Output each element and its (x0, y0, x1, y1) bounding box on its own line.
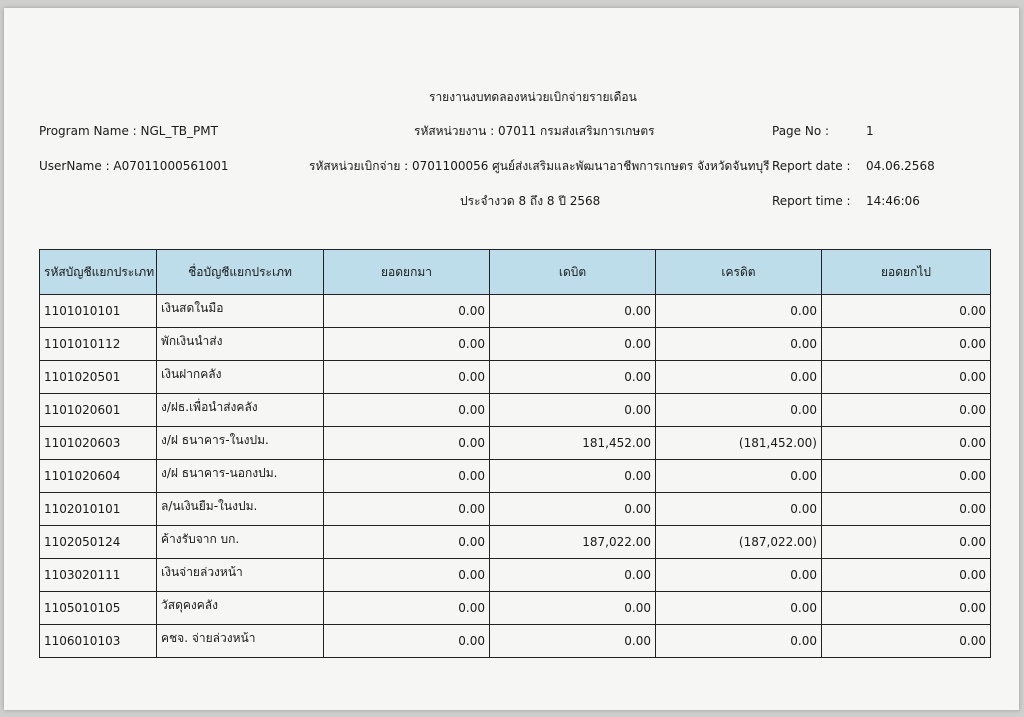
report-time-value: 14:46:06 (866, 194, 920, 208)
debit: 187,022.00 (490, 526, 656, 559)
credit: (187,022.00) (656, 526, 822, 559)
header-closing-balance: ยอดยกไป (822, 250, 991, 295)
table-row (40, 493, 991, 526)
opening-balance: 0.00 (324, 361, 490, 394)
table-row (40, 625, 991, 658)
table-row (40, 394, 991, 427)
disbursing-unit: รหัสหน่วยเบิกจ่าย : 0701100056 ศูนย์ส่งเสริมและพัฒนาอาชีพการเกษตร จังหวัดจันทบุรี (309, 159, 770, 173)
table-row (40, 526, 991, 559)
account-code: 1101020501 (40, 361, 157, 394)
credit: 0.00 (656, 625, 822, 658)
opening-balance: 0.00 (324, 592, 490, 625)
account-name: ล/นเงินยืม-ในงปม. (157, 493, 324, 526)
account-code: 1101020604 (40, 460, 157, 493)
debit: 181,452.00 (490, 427, 656, 460)
opening-balance: 0.00 (324, 493, 490, 526)
opening-balance: 0.00 (324, 460, 490, 493)
credit: 0.00 (656, 295, 822, 328)
report-date-value: 04.06.2568 (866, 159, 935, 173)
table-row (40, 328, 991, 361)
report-title: รายงานงบทดลองหน่วยเบิกจ่ายรายเดือน (429, 90, 637, 104)
report-date-label: Report date : (772, 159, 851, 173)
account-code: 1105010105 (40, 592, 157, 625)
table-row (40, 427, 991, 460)
account-name: ค้างรับจาก บก. (157, 526, 324, 559)
report-time-label: Report time : (772, 194, 851, 208)
closing-balance: 0.00 (822, 625, 991, 658)
account-name: พักเงินนำส่ง (157, 328, 324, 361)
page-no-label: Page No : (772, 124, 830, 138)
opening-balance: 0.00 (324, 559, 490, 592)
credit: 0.00 (656, 361, 822, 394)
account-name: ง/ฝธ.เพื่อนำส่งคลัง (157, 394, 324, 427)
account-name: วัสดุคงคลัง (157, 592, 324, 625)
opening-balance: 0.00 (324, 328, 490, 361)
table-row (40, 460, 991, 493)
account-code: 1106010103 (40, 625, 157, 658)
account-code: 1101010112 (40, 328, 157, 361)
closing-balance: 0.00 (822, 493, 991, 526)
closing-balance: 0.00 (822, 559, 991, 592)
debit: 0.00 (490, 394, 656, 427)
report-period: ประจำงวด 8 ถึง 8 ปี 2568 (460, 194, 601, 208)
header-account-code: รหัสบัญชีแยกประเภท (40, 250, 157, 295)
debit: 0.00 (490, 592, 656, 625)
opening-balance: 0.00 (324, 625, 490, 658)
debit: 0.00 (490, 295, 656, 328)
header-credit: เครดิต (656, 250, 822, 295)
debit: 0.00 (490, 493, 656, 526)
credit: 0.00 (656, 394, 822, 427)
opening-balance: 0.00 (324, 427, 490, 460)
debit: 0.00 (490, 361, 656, 394)
debit: 0.00 (490, 328, 656, 361)
account-code: 1101020601 (40, 394, 157, 427)
debit: 0.00 (490, 559, 656, 592)
account-code: 1102050124 (40, 526, 157, 559)
debit: 0.00 (490, 460, 656, 493)
agency-code: รหัสหน่วยงาน : 07011 กรมส่งเสริมการเกษตร (414, 124, 655, 138)
credit: 0.00 (656, 460, 822, 493)
header-debit: เดบิต (490, 250, 656, 295)
closing-balance: 0.00 (822, 361, 991, 394)
closing-balance: 0.00 (822, 295, 991, 328)
user-name: UserName : A07011000561001 (39, 159, 229, 173)
closing-balance: 0.00 (822, 460, 991, 493)
credit: 0.00 (656, 559, 822, 592)
account-code: 1101020603 (40, 427, 157, 460)
credit: (181,452.00) (656, 427, 822, 460)
table-row (40, 295, 991, 328)
header-opening-balance: ยอดยกมา (324, 250, 490, 295)
account-name: ง/ฝ ธนาคาร-นอกงปม. (157, 460, 324, 493)
table-row (40, 361, 991, 394)
account-code: 1101010101 (40, 295, 157, 328)
account-name: ง/ฝ ธนาคาร-ในงปม. (157, 427, 324, 460)
credit: 0.00 (656, 493, 822, 526)
program-name: Program Name : NGL_TB_PMT (39, 124, 218, 138)
account-code: 1102010101 (40, 493, 157, 526)
closing-balance: 0.00 (822, 394, 991, 427)
opening-balance: 0.00 (324, 295, 490, 328)
account-name: เงินจ่ายล่วงหน้า (157, 559, 324, 592)
closing-balance: 0.00 (822, 328, 991, 361)
account-name: เงินสดในมือ (157, 295, 324, 328)
account-name: เงินฝากคลัง (157, 361, 324, 394)
opening-balance: 0.00 (324, 394, 490, 427)
closing-balance: 0.00 (822, 592, 991, 625)
table-header-row (40, 250, 991, 295)
table-row (40, 559, 991, 592)
debit: 0.00 (490, 625, 656, 658)
account-code: 1103020111 (40, 559, 157, 592)
header-account-name: ชื่อบัญชีแยกประเภท (157, 250, 324, 295)
opening-balance: 0.00 (324, 526, 490, 559)
page-no-value: 1 (866, 124, 874, 138)
closing-balance: 0.00 (822, 427, 991, 460)
credit: 0.00 (656, 592, 822, 625)
table-row (40, 592, 991, 625)
trial-balance-table (39, 249, 991, 658)
account-name: คชจ. จ่ายล่วงหน้า (157, 625, 324, 658)
report-sheet (4, 8, 1019, 710)
credit: 0.00 (656, 328, 822, 361)
closing-balance: 0.00 (822, 526, 991, 559)
